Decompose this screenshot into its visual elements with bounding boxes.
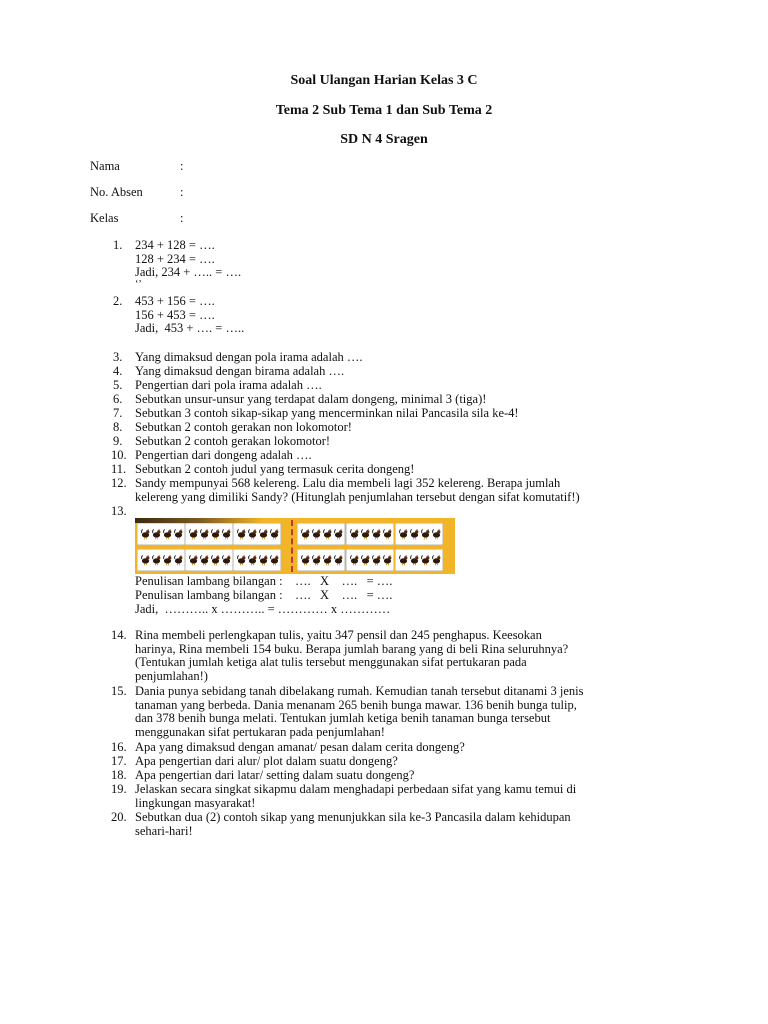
- rooster-icon: [334, 554, 343, 566]
- rooster-group-box: [346, 523, 394, 545]
- rooster-icon: [383, 528, 392, 540]
- question-20: [111, 811, 671, 838]
- rooster-icon: [399, 554, 408, 566]
- question-number: 4.: [113, 364, 123, 378]
- q13-line-1: Penulisan lambang bilangan : …. X …. = ….: [135, 574, 393, 588]
- question-line: Sebutkan 2 contoh gerakan lokomotor!: [135, 434, 331, 448]
- rooster-grouping-figure: [135, 518, 455, 574]
- question-line: sehari-hari!: [135, 823, 193, 838]
- question-2: [113, 295, 673, 336]
- question-line: 128 + 234 = ….: [135, 251, 215, 266]
- rooster-group-box: [395, 523, 443, 545]
- rooster-group-box: [233, 523, 281, 545]
- rooster-icon: [323, 528, 332, 540]
- rooster-icon: [421, 528, 430, 540]
- rooster-group-box: [346, 549, 394, 571]
- rooster-group-box: [137, 549, 185, 571]
- question-16: [111, 741, 671, 755]
- rooster-icon: [301, 528, 310, 540]
- rooster-icon: [323, 554, 332, 566]
- rooster-icon: [432, 554, 441, 566]
- question-18: [111, 769, 671, 783]
- rooster-icon: [152, 528, 161, 540]
- rooster-icon: [410, 554, 419, 566]
- question-line: (Tentukan jumlah ketiga alat tulis tersebut menggunakan sifat pertukaran pada: [135, 655, 527, 670]
- question-number: 14.: [111, 628, 127, 642]
- question-number: 12.: [111, 476, 127, 490]
- question-number: 15.: [111, 684, 127, 698]
- question-3: [113, 351, 673, 365]
- rooster-group-box: [185, 549, 233, 571]
- question-17: [111, 755, 671, 769]
- question-10: [111, 449, 671, 463]
- rooster-icon: [163, 554, 172, 566]
- question-14: [111, 629, 671, 683]
- question-line: harinya, Rina membeli 154 buku. Berapa jumlah barang yang di beli Rina seluruhnya?: [135, 641, 569, 656]
- rooster-icon: [222, 554, 231, 566]
- question-12: [111, 477, 671, 504]
- identity-sep: :: [180, 185, 184, 199]
- question-line: lingkungan masyarakat!: [135, 795, 256, 810]
- question-line: 453 + 156 = ….: [135, 294, 215, 308]
- question-line: Jadi, 453 + …. = …..: [135, 321, 245, 336]
- question-line: Dania punya sebidang tanah dibelakang rumah. Kemudian tanah tersebut ditanami 3 jenis: [135, 684, 584, 698]
- rooster-icon: [248, 554, 257, 566]
- rooster-icon: [334, 528, 343, 540]
- rooster-icon: [200, 554, 209, 566]
- question-line: Apa yang dimaksud dengan amanat/ pesan dalam cerita dongeng?: [135, 740, 465, 754]
- question-number: 8.: [113, 420, 123, 434]
- rooster-group-box: [137, 523, 185, 545]
- question-line: dan 378 benih bunga melati. Tentukan jumlah ketiga benih tanaman bunga tersebut: [135, 711, 551, 726]
- question-line: kelereng yang dimiliki Sandy? (Hitunglah penjumlahan tersebut dengan sifat komutatif!): [135, 489, 580, 504]
- title-line-2: Tema 2 Sub Tema 1 dan Sub Tema 2: [275, 103, 493, 118]
- rooster-icon: [270, 528, 279, 540]
- question-number: 11.: [111, 462, 127, 476]
- question-7: [113, 407, 673, 421]
- rooster-icon: [163, 528, 172, 540]
- rooster-icon: [141, 554, 150, 566]
- question-line: 156 + 453 = ….: [135, 307, 215, 322]
- rooster-icon: [141, 528, 150, 540]
- question-line: ‘’: [135, 278, 142, 290]
- question-line: Yang dimaksud dengan pola irama adalah ….: [135, 350, 363, 364]
- question-number: 20.: [111, 810, 127, 824]
- rooster-icon: [222, 528, 231, 540]
- rooster-icon: [432, 528, 441, 540]
- question-line: Jelaskan secara singkat sikapmu dalam menghadapi perbedaan sifat yang kamu temui di: [135, 782, 577, 796]
- question-8: [113, 421, 673, 435]
- rooster-icon: [259, 528, 268, 540]
- rooster-icon: [372, 554, 381, 566]
- rooster-icon: [259, 554, 268, 566]
- rooster-icon: [372, 528, 381, 540]
- question-line: Sebutkan unsur-unsur yang terdapat dalam dongeng, minimal 3 (tiga)!: [135, 392, 487, 406]
- rooster-icon: [301, 554, 310, 566]
- figure-divider: [291, 520, 293, 572]
- question-5: [113, 379, 673, 393]
- q13-line-3: Jadi, ……….. x ……….. = ………… x …………: [135, 602, 391, 616]
- rooster-icon: [399, 528, 408, 540]
- identity-sep: :: [180, 211, 184, 225]
- rooster-group-box: [395, 549, 443, 571]
- rooster-icon: [174, 554, 183, 566]
- question-number: 17.: [111, 754, 127, 768]
- rooster-icon: [361, 554, 370, 566]
- question-line: Sebutkan dua (2) contoh sikap yang menunjukkan sila ke-3 Pancasila dalam kehidupan: [135, 810, 571, 824]
- question-number: 2.: [113, 294, 123, 308]
- question-line: Jadi, 234 + ….. = ….: [135, 265, 242, 280]
- question-number: 10.: [111, 448, 127, 462]
- rooster-icon: [200, 528, 209, 540]
- rooster-icon: [248, 528, 257, 540]
- question-4: [113, 365, 673, 379]
- question-number: 9.: [113, 434, 123, 448]
- q13-line-2: Penulisan lambang bilangan : …. X …. = ….: [135, 588, 393, 602]
- question-number: 3.: [113, 350, 123, 364]
- rooster-icon: [270, 554, 279, 566]
- question-line: Yang dimaksud dengan birama adalah ….: [135, 364, 345, 378]
- question-line: tanaman yang berbeda. Dania menanam 265 benih bunga mawar. 136 benih bunga tulip,: [135, 697, 577, 712]
- rooster-icon: [174, 528, 183, 540]
- identity-label: No. Absen: [90, 185, 143, 199]
- rooster-icon: [350, 528, 359, 540]
- identity-sep: :: [180, 159, 184, 173]
- rooster-icon: [237, 554, 246, 566]
- question-number: 19.: [111, 782, 127, 796]
- question-number: 6.: [113, 392, 123, 406]
- identity-label: Kelas: [90, 211, 119, 225]
- question-number: 18.: [111, 768, 127, 782]
- rooster-icon: [312, 554, 321, 566]
- rooster-group-box: [297, 523, 345, 545]
- rooster-group-box: [185, 523, 233, 545]
- rooster-icon: [211, 554, 220, 566]
- question-1: [113, 239, 673, 289]
- question-line: Sebutkan 3 contoh sikap-sikap yang mencerminkan nilai Pancasila sila ke-4!: [135, 406, 519, 420]
- question-line: Apa pengertian dari alur/ plot dalam suatu dongeng?: [135, 754, 398, 768]
- question-line: Pengertian dari pola irama adalah ….: [135, 378, 322, 392]
- question-15: [111, 685, 671, 739]
- rooster-icon: [421, 554, 430, 566]
- question-11: [111, 463, 671, 477]
- question-line: penjumlahan!): [135, 668, 208, 683]
- title-line-3: SD N 4 Sragen: [340, 132, 428, 147]
- question-number: 7.: [113, 406, 123, 420]
- rooster-group-box: [297, 549, 345, 571]
- question-number: 16.: [111, 740, 127, 754]
- rooster-icon: [361, 528, 370, 540]
- identity-label: Nama: [90, 159, 120, 173]
- question-number: 5.: [113, 378, 123, 392]
- rooster-icon: [189, 528, 198, 540]
- question-line: Rina membeli perlengkapan tulis, yaitu 347 pensil dan 245 penghapus. Keesokan: [135, 628, 542, 642]
- rooster-icon: [312, 528, 321, 540]
- rooster-icon: [152, 554, 161, 566]
- rooster-icon: [237, 528, 246, 540]
- rooster-icon: [410, 528, 419, 540]
- rooster-icon: [350, 554, 359, 566]
- question-19: [111, 783, 671, 810]
- rooster-icon: [189, 554, 198, 566]
- question-line: Sebutkan 2 contoh judul yang termasuk cerita dongeng!: [135, 462, 415, 476]
- identity-nama: [90, 160, 390, 174]
- question-9: [113, 435, 673, 449]
- question-number: 13.: [111, 504, 127, 518]
- question-line: Sandy mempunyai 568 kelereng. Lalu dia membeli lagi 352 kelereng. Berapa jumlah: [135, 476, 561, 490]
- question-line: Pengertian dari dongeng adalah ….: [135, 448, 312, 462]
- title-line-1: Soal Ulangan Harian Kelas 3 C: [290, 73, 478, 88]
- question-line: Apa pengertian dari latar/ setting dalam suatu dongeng?: [135, 768, 415, 782]
- rooster-icon: [211, 528, 220, 540]
- identity-kelas: [90, 212, 390, 226]
- question-line: 234 + 128 = ….: [135, 238, 215, 252]
- identity-absen: [90, 186, 390, 200]
- question-line: menggunakan sifat pertukaran pada penjumlahan!: [135, 724, 385, 739]
- rooster-group-box: [233, 549, 281, 571]
- rooster-icon: [383, 554, 392, 566]
- question-line: Sebutkan 2 contoh gerakan non lokomotor!: [135, 420, 352, 434]
- question-number: 1.: [113, 238, 123, 252]
- question-6: [113, 393, 673, 407]
